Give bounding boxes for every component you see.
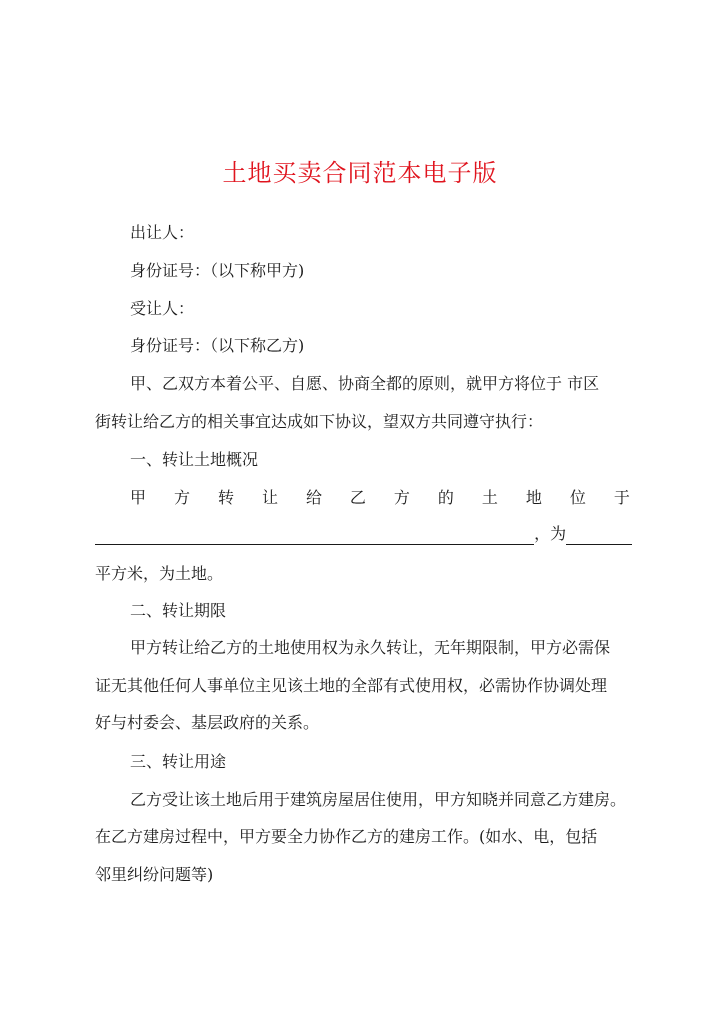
spread-char: 甲 [130,488,147,507]
seller-label: 出让人： [130,223,195,242]
section-3-line-1: 乙方受让该土地后用于建筑房屋居住使用，甲方知晓并同意乙方建房。 [130,790,627,809]
blank-fill-line [95,523,632,545]
section-3-heading: 三、转让用途 [130,752,227,771]
section-2-line-3: 好与村委会、基层政府的关系。 [95,713,320,732]
spread-char: 让 [261,488,278,507]
section-1-heading: 一、转让土地概况 [130,450,259,469]
seller-id: 身份证号：（以下称甲方) [130,261,305,280]
spread-char: 于 [613,488,630,507]
spread-char: 给 [305,488,322,507]
land-location-line [130,487,630,509]
location-blank [95,528,534,545]
area-unit-line: 平方米，为土地。 [95,564,224,583]
intro-line-2: 街转让给乙方的相关事宜达成如下协议，望双方共同遵守执行： [95,412,544,431]
section-2-heading: 二、转让期限 [130,601,227,620]
section-3-line-3: 邻里纠纷问题等) [95,865,214,884]
spread-char: 方 [393,488,410,507]
spread-char: 土 [481,488,498,507]
buyer-id: 身份证号：（以下称乙方) [130,336,305,355]
buyer-label: 受让人： [130,299,195,318]
comma-wei: ，为 [534,524,567,543]
intro-line-1: 甲、乙双方本着公平、自愿、协商全都的原则，就甲方将位于 市区 [130,374,600,393]
area-blank [566,528,632,545]
spread-char: 位 [569,488,586,507]
spread-char: 乙 [349,488,366,507]
spread-char: 转 [217,488,234,507]
spread-char: 方 [173,488,190,507]
section-2-line-2: 证无其他任何人事单位主见该土地的全部有式使用权，必需协作协调处理 [95,676,608,695]
document-title: 土地买卖合同范本电子版 [222,159,498,187]
spread-char: 地 [525,488,542,507]
section-3-line-2: 在乙方建房过程中，甲方要全力协作乙方的建房工作。(如水、电，包括 [95,827,598,846]
spread-char: 的 [437,488,454,507]
section-2-line-1: 甲方转让给乙方的土地使用权为永久转让，无年期限制，甲方必需保 [130,638,611,657]
